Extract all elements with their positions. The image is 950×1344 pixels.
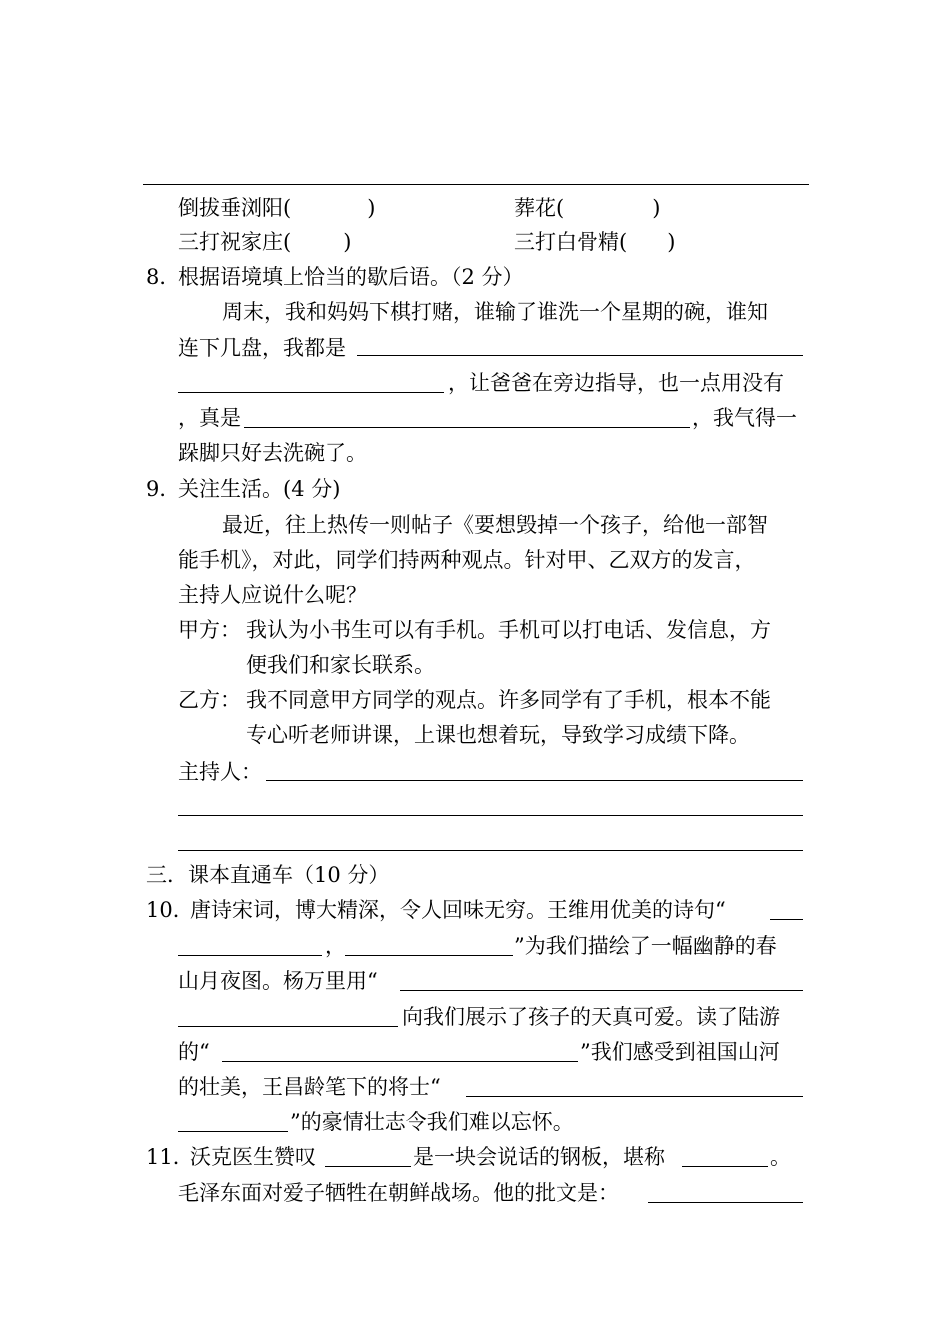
q8-line-4b: ，我气得一: [692, 406, 797, 430]
q8-number: 8．: [146, 265, 181, 289]
q11-number: 11．: [146, 1145, 194, 1169]
q10-blank-5[interactable]: [466, 1096, 803, 1097]
header-rule: [143, 184, 809, 185]
q7-item-4-close: ): [667, 230, 676, 254]
q11-blank-3[interactable]: [648, 1202, 803, 1203]
q10-line-2a: ，: [325, 934, 346, 958]
q9-jia-line-2: 便我们和家长联系。: [246, 653, 435, 677]
q10-line-2b: ”为我们描绘了一幅幽静的春: [514, 934, 777, 958]
q10-blank-5-cont[interactable]: [178, 1131, 288, 1132]
q7-item-1-close: ): [367, 196, 376, 220]
q9-yi-line-1: 我不同意甲方同学的观点。许多同学有了手机，根本不能: [246, 688, 771, 712]
q10-line-7: ”的豪情壮志令我们难以忘怀。: [290, 1110, 574, 1134]
q10-blank-1-cont[interactable]: [178, 955, 322, 956]
q11-blank-2[interactable]: [682, 1166, 768, 1167]
q7-item-4-text: 三打白骨精(: [514, 230, 628, 254]
q7-item-3: [178, 227, 351, 257]
q7-item-4: [514, 227, 675, 257]
q8-line-4a: ，真是: [178, 406, 241, 430]
q8-title: 根据语境填上恰当的歇后语。（2 分）: [178, 265, 524, 289]
q9-host-label: 主持人：: [178, 760, 262, 784]
q9-jia-line-1: 我认为小书生可以有手机。手机可以打电话、发信息，方: [246, 618, 771, 642]
q10-line-5a: 的“: [178, 1040, 210, 1064]
q10-blank-2[interactable]: [345, 955, 513, 956]
q7-item-3-close: ): [343, 230, 352, 254]
q11-line-2: 毛泽东面对爱子牺牲在朝鲜战场。他的批文是：: [178, 1181, 619, 1205]
q9-host-blank-3[interactable]: [178, 850, 803, 851]
q8-blank-1[interactable]: [357, 355, 803, 356]
q8-line-3: ，让爸爸在旁边指导，也一点用没有: [448, 371, 784, 395]
q7-item-2-close: ): [652, 196, 661, 220]
q9-line-2: 能手机》，对此，同学们持两种观点。针对甲、乙双方的发言，: [178, 548, 756, 572]
q9-title: 关注生活。(4 分): [178, 477, 341, 501]
q9-jia-label: 甲方：: [178, 618, 241, 642]
q10-line-5b: ”我们感受到祖国山河: [580, 1040, 780, 1064]
q11-line-1b: 是一块会说话的钢板，堪称: [413, 1145, 665, 1169]
q11-blank-1[interactable]: [325, 1166, 411, 1167]
q8-line-5: 跺脚只好去洗碗了。: [178, 441, 367, 465]
q10-blank-3-cont[interactable]: [178, 1026, 398, 1027]
q9-yi-label: 乙方：: [178, 688, 241, 712]
q10-blank-1[interactable]: [770, 919, 803, 920]
q7-item-3-text: 三打祝家庄(: [178, 230, 292, 254]
q7-item-2: [514, 193, 660, 223]
q9-yi-line-2: 专心听老师讲课，上课也想着玩，导致学习成绩下降。: [246, 723, 750, 747]
q7-item-1-text: 倒拔垂浏阳(: [178, 196, 292, 220]
q9-line-3: 主持人应说什么呢？: [178, 583, 367, 607]
q10-line-3: 山月夜图。杨万里用“: [178, 969, 378, 993]
q10-line-6: 的壮美，王昌龄笔下的将士“: [178, 1075, 441, 1099]
q9-number: 9．: [146, 477, 181, 501]
q10-number: 10．: [146, 898, 194, 922]
q11-line-1c: 。: [770, 1145, 791, 1169]
q9-host-blank-2[interactable]: [178, 815, 803, 816]
q10-line-4: 向我们展示了孩子的天真可爱。读了陆游: [402, 1005, 780, 1029]
q8-blank-2[interactable]: [244, 427, 690, 428]
q8-line-2: 连下几盘，我都是: [178, 336, 346, 360]
q10-line-1: 唐诗宋词，博大精深，令人回味无穷。王维用优美的诗句“: [190, 898, 726, 922]
q11-line-1a: 沃克医生赞叹: [190, 1145, 316, 1169]
q8-line-1: 周末，我和妈妈下棋打赌，谁输了谁洗一个星期的碗，谁知: [222, 300, 768, 324]
q7-item-2-text: 葬花(: [514, 196, 565, 220]
q10-blank-4[interactable]: [222, 1061, 578, 1062]
q9-line-1: 最近，往上热传一则帖子《要想毁掉一个孩子，给他一部智: [222, 513, 768, 537]
q9-host-blank-1[interactable]: [266, 780, 803, 781]
section-3-title: 三．课本直通车（10 分）: [146, 863, 390, 887]
q10-blank-3[interactable]: [400, 990, 803, 991]
q8-blank-1-cont[interactable]: [178, 392, 444, 393]
q7-item-1: [178, 193, 375, 223]
